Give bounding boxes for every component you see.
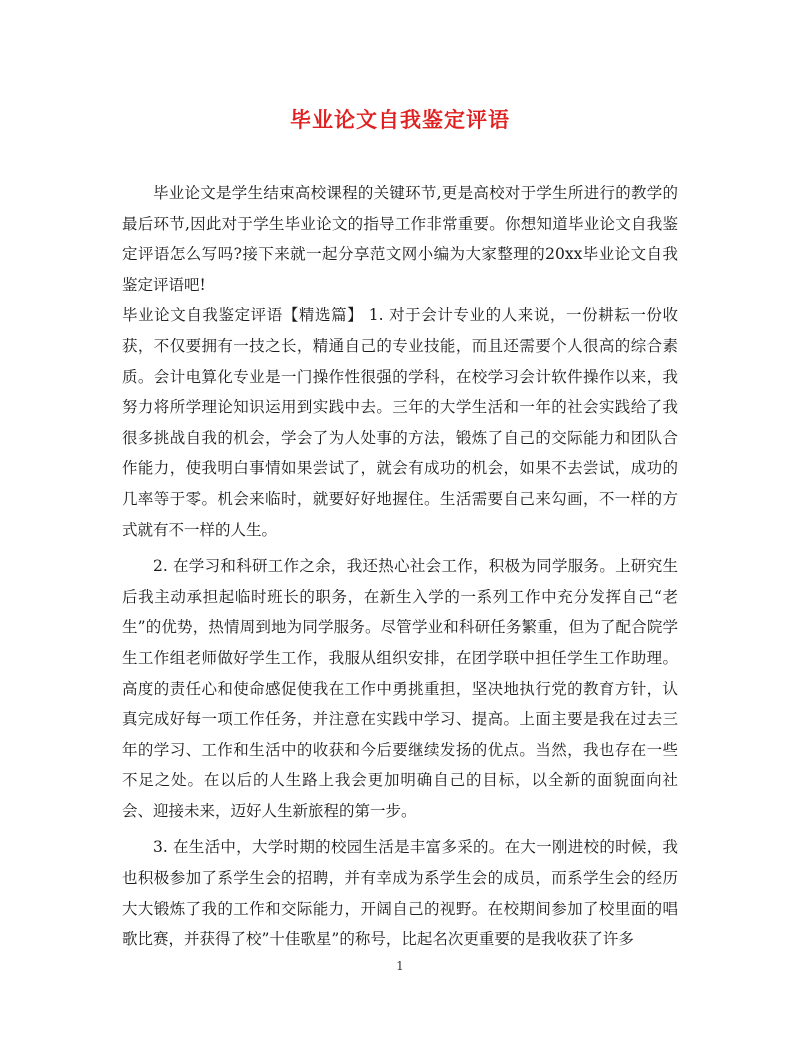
document-body	[122, 178, 678, 955]
item-1-text: 1. 对于会计专业的人来说，一份耕耘一份收获，不仅要拥有一技之长，精通自己的专业技能，而且还需要个人很高的综合素质。会计电算化专业是一门操作性很强的学科，在校学习会计软件操作以来，我努力将所学理论知识运用到实践中去。三年的大学生活和一年的社会实践给了我很多挑战自我的机会，学会了为人处事的方法，锻炼了自己的交际能力和团队合作能力，使我明白事情如果尝试了，就会有成功的机会，如果不去尝试，成功的几率等于零。机会来临时，就要好好地握住。生活需要自己来勾画，不一样的方式就有不一样的人生。	[122, 306, 678, 539]
intro-paragraph: 毕业论文是学生结束高校课程的关键环节,更是高校对于学生所进行的教学的最后环节,因此对于学生毕业论文的指导工作非常重要。你想知道毕业论文自我鉴定评语怎么写吗?接下来就一起分享范文网小编为大家整理的20xx毕业论文自我鉴定评语吧!	[122, 184, 678, 294]
item-1-paragraph	[122, 300, 678, 545]
item-2-paragraph: 2. 在学习和科研工作之余，我还热心社会工作，积极为同学服务。上研究生后我主动承担起临时班长的职务，在新生入学的一系列工作中充分发挥自己“老生”的优势，热情周到地为同学服务。尽管学业和科研任务繁重，但为了配合院学生工作组老师做好学生工作，我服从组织安排，在团学联中担任学生工作助理。高度的责任心和使命感促使我在工作中勇挑重担，坚决地执行党的教育方针，认真完成好每一项工作任务，并注意在实践中学习、提高。上面主要是我在过去三年的学习、工作和生活中的收获和今后要继续发扬的优点。当然，我也存在一些不足之处。在以后的人生路上我会更加明确自己的目标，以全新的面貌面向社会、迎接未来，迈好人生新旅程的第一步。	[122, 557, 678, 820]
page-number: 1	[396, 959, 404, 973]
section-heading: 毕业论文自我鉴定评语【精选篇】	[122, 306, 364, 325]
item-3-paragraph: 3. 在生活中，大学时期的校园生活是丰富多采的。在大一刚进校的时候，我也积极参加了系学生会的招聘，并有幸成为系学生会的成员，而系学生会的经历大大锻炼了我的工作和交际能力，开阔自己的视野。在校期间参加了校里面的唱歌比赛，并获得了校”十佳歌星”的称号，比起名次更重要的是我收获了许多	[122, 838, 678, 949]
document-title: 毕业论文自我鉴定评语	[290, 107, 510, 132]
